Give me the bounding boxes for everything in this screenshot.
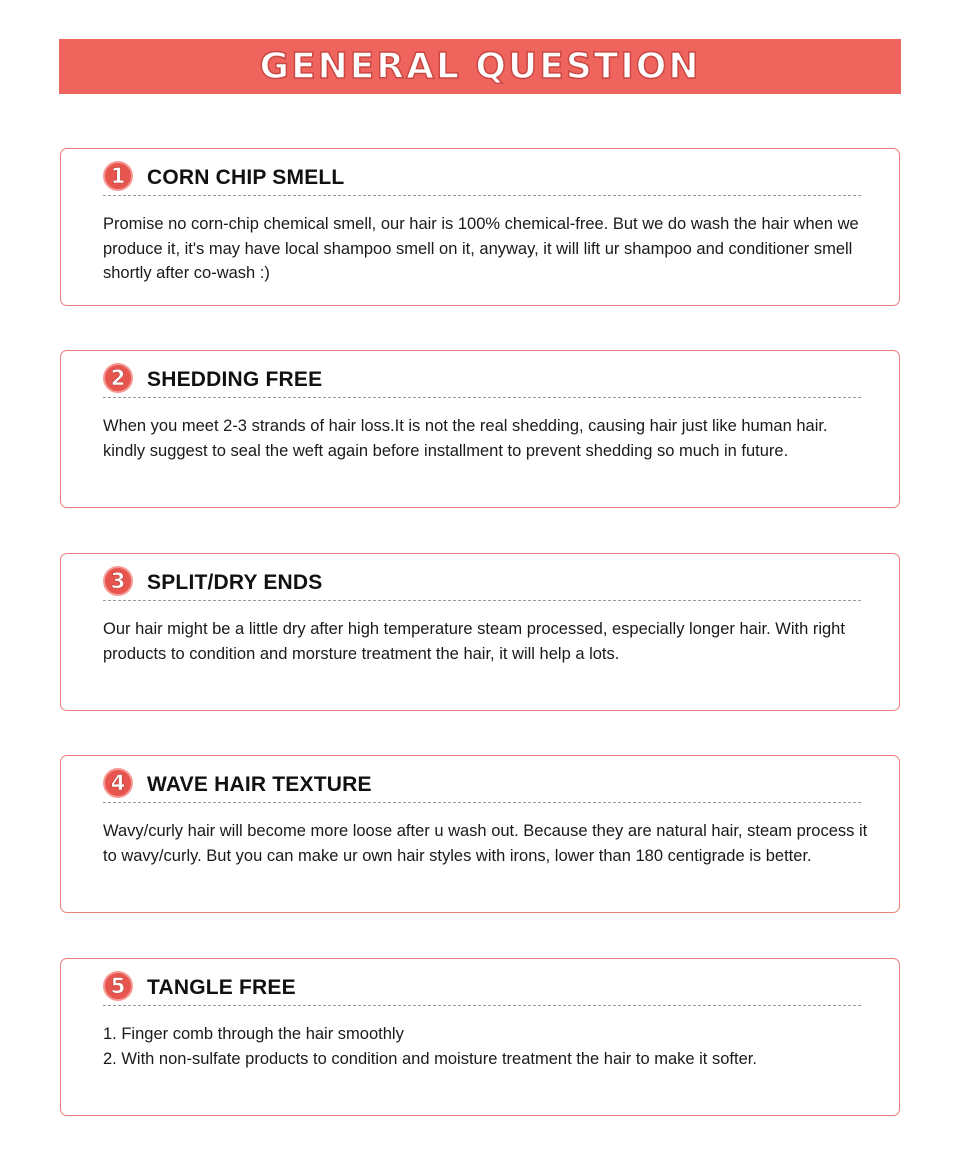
card-title: SPLIT/DRY ENDS — [147, 571, 323, 594]
list-item: 2. With non-sulfate products to condition and moisture treatment the hair to make it softer. — [103, 1049, 757, 1068]
number-one-icon: 1 — [103, 161, 133, 191]
card-text: Promise no corn-chip chemical smell, our hair is 100% chemical-free. But we do wash the hair when we produce it, it's may have local shampoo smell on it, anyway, it will lift ur shampoo and conditioner smell shortly after co-wash :) — [103, 215, 859, 282]
card-text: When you meet 2-3 strands of hair loss.It is not the real shedding, causing hair just like human hair. kindly suggest to seal the weft again before installment to prevent shedding so much in future. — [103, 417, 828, 460]
card-body — [103, 212, 873, 286]
card-body — [103, 819, 873, 868]
faq-card-shedding-free — [60, 350, 900, 508]
card-title: SHEDDING FREE — [147, 368, 323, 391]
number-four-icon: 4 — [103, 768, 133, 798]
card-header — [103, 566, 861, 601]
card-body — [103, 1022, 873, 1071]
card-title: WAVE HAIR TEXTURE — [147, 773, 372, 796]
card-body — [103, 414, 873, 463]
page-title: GENERAL QUESTION — [259, 45, 701, 87]
card-header — [103, 363, 861, 398]
faq-card-wave-hair-texture — [60, 755, 900, 913]
faq-card-split-dry-ends — [60, 553, 900, 711]
card-header — [103, 161, 861, 196]
card-body — [103, 617, 873, 666]
number-three-icon: 3 — [103, 566, 133, 596]
card-header — [103, 971, 861, 1006]
faq-card-tangle-free — [60, 958, 900, 1116]
list-item: 1. Finger comb through the hair smoothly — [103, 1025, 404, 1043]
faq-card-corn-chip-smell — [60, 148, 900, 306]
card-text: Our hair might be a little dry after high temperature steam processed, especially longer hair. With right products to condition and morsture treatment the hair, it will help a lots. — [103, 620, 845, 663]
number-five-icon: 5 — [103, 971, 133, 1001]
card-header — [103, 768, 861, 803]
card-title: TANGLE FREE — [147, 976, 296, 999]
header-banner — [59, 39, 901, 94]
number-two-icon: 2 — [103, 363, 133, 393]
card-title: CORN CHIP SMELL — [147, 166, 345, 189]
card-text: Wavy/curly hair will become more loose after u wash out. Because they are natural hair, steam process it to wavy/curly. But you can make ur own hair styles with irons, lower than 180 centigrade is better. — [103, 822, 868, 865]
